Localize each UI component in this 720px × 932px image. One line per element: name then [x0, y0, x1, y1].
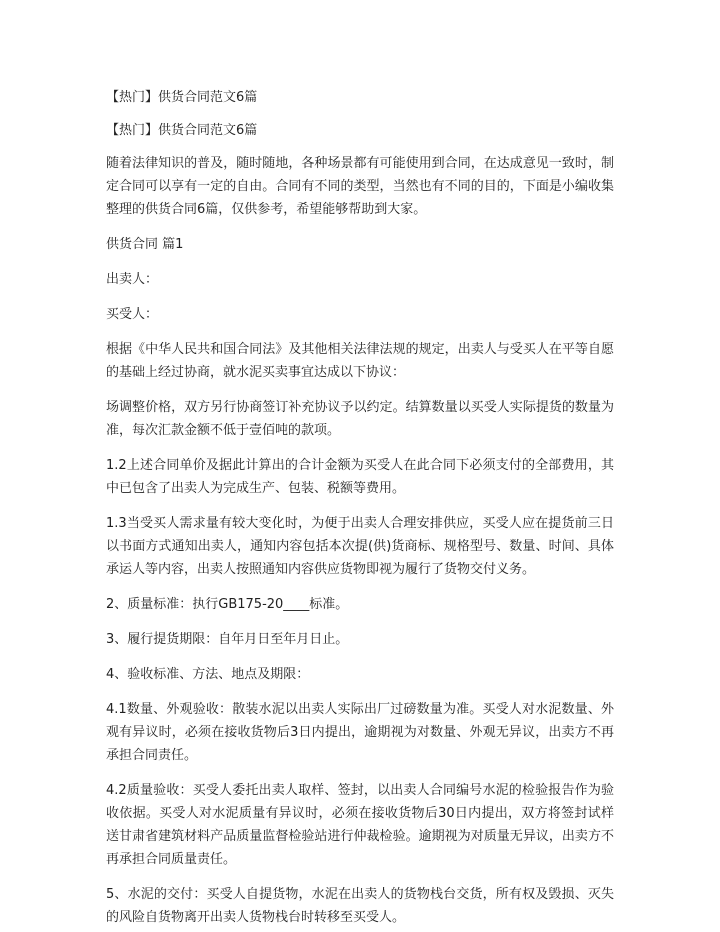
clause-5-delivery: 5、水泥的交付：买受人自提货物，水泥在出卖人的货物栈台交货，所有权及毁损、灭失的风险自货物离开出卖人货物栈台时转移至买受人。 [106, 887, 614, 925]
clause-1-2: 1.2上述合同单价及据此计算出的合计金额为买受人在此合同下必须支付的全部费用，其中已包含了出卖人为完成生产、包装、税额等费用。 [106, 458, 614, 496]
clause-4-acceptance: 4、验收标准、方法、地点及期限： [106, 667, 310, 682]
document-subtitle: 【热门】供货合同范文6篇 [106, 123, 258, 138]
price-adjustment-paragraph: 场调整价格，双方另行协商签订补充协议予以约定。结算数量以买受人实际提货的数量为准，每次汇款金额不低于壹佰吨的款项。 [106, 400, 614, 438]
seller-line: 出卖人： [106, 272, 159, 287]
clause-4-2: 4.2质量验收：买受人委托出卖人取样、签封，以出卖人合同编号水泥的检验报告作为验收依据。买受人对水泥质量有异议时，必须在接收货物后30日内提出，双方将签封试样送甘肃省建筑材料产品质量监督检验站进行仲裁检验。逾期视为对质量无异议，出卖方不再承担合同质量责任。 [106, 783, 614, 867]
clause-4-1: 4.1数量、外观验收：散装水泥以出卖人实际出厂过磅数量为准。买受人对水泥数量、外观有异议时，必须在接收货物后3日内提出，逾期视为对数量、外观无异议，出卖方不再承担合同责任。 [106, 702, 614, 763]
clause-1-3: 1.3当受买人需求量有较大变化时，为便于出卖人合理安排供应，买受人应在提货前三日以书面方式通知出卖人，通知内容包括本次提(供)货商标、规格型号、数量、时间、具体承运人等内容，出卖人按照通知内容供应货物即视为履行了货物交付义务。 [106, 516, 614, 577]
document-page [106, 86, 614, 929]
buyer-line: 买受人： [106, 307, 159, 322]
preamble-paragraph: 根据《中华人民共和国合同法》及其他相关法律法规的规定，出卖人与受买人在平等自愿的基础上经过协商，就水泥买卖事宜达成以下协议： [106, 342, 614, 380]
intro-paragraph: 随着法律知识的普及，随时随地，各种场景都有可能使用到合同，在达成意见一致时，制定合同可以享有一定的自由。合同有不同的类型，当然也有不同的目的，下面是小编收集整理的供货合同6篇，仅供参考，希望能够帮助到大家。 [106, 156, 614, 217]
document-title: 【热门】供货合同范文6篇 [106, 90, 258, 105]
clause-2-quality-standard: 2、质量标准：执行GB175-20____标准。 [106, 597, 349, 612]
section-heading: 供货合同 篇1 [106, 237, 184, 252]
clause-3-delivery-period: 3、履行提货期限：自年月日至年月日止。 [106, 632, 349, 647]
